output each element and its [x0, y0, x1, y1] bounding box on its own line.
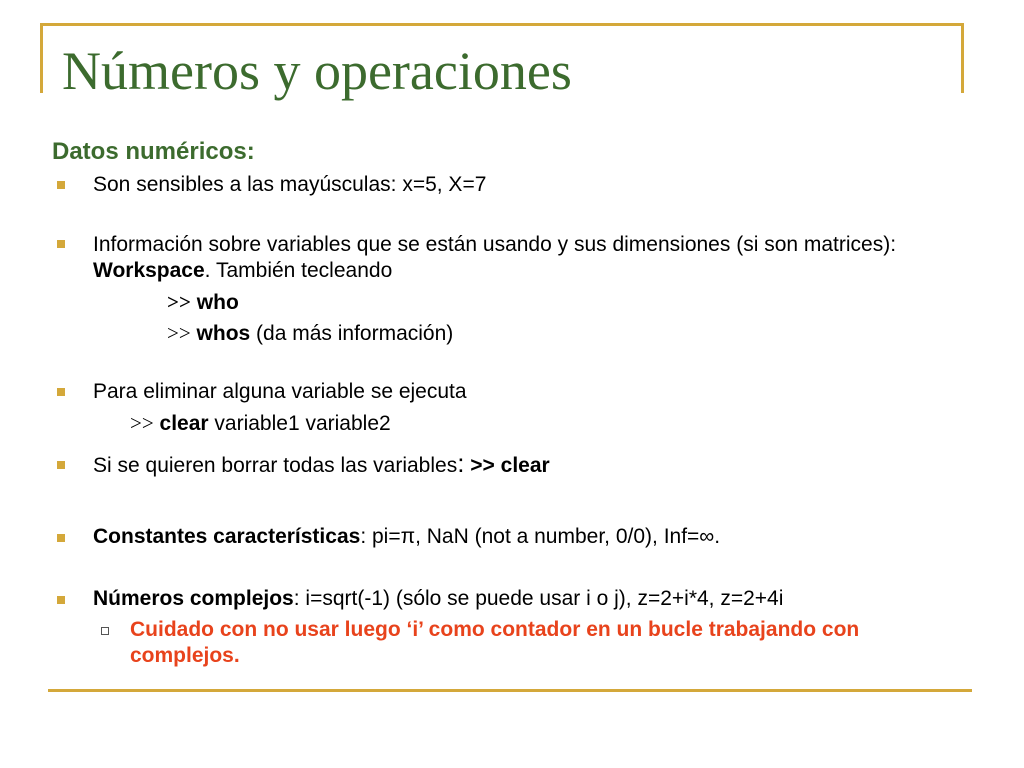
- section-heading: Datos numéricos:: [52, 138, 255, 165]
- clear-all-colon: :: [457, 448, 465, 478]
- clear-command: clear: [159, 412, 209, 435]
- bullet-icon: [57, 240, 65, 248]
- bullet-icon: [57, 596, 65, 604]
- who-command: who: [196, 291, 239, 314]
- list-item-case: Son sensibles a las mayúsculas: x=5, X=7: [93, 173, 487, 196]
- list-item-constants: [93, 524, 973, 550]
- complex-text: : i=sqrt(-1) (sólo se puede usar i o j), z=2+i*4, z=2+4i: [293, 587, 784, 610]
- prompt: >>: [167, 290, 191, 314]
- clear-args: variable1 variable2: [208, 412, 391, 435]
- complex-label: Números complejos: [93, 587, 294, 610]
- frame-right-line: [961, 23, 964, 93]
- constants-text: : pi=π, NaN (not a number, 0/0), Inf=∞.: [360, 525, 721, 548]
- list-item-clear-all: [93, 450, 973, 479]
- slide-title: Números y operaciones: [62, 41, 572, 101]
- warning-text: Cuidado con no usar luego ‘i’ como contador en un bucle trabajando con complejos.: [130, 618, 860, 667]
- prompt: >>: [130, 411, 154, 435]
- frame-left-line: [40, 23, 43, 93]
- code-whos: [167, 320, 453, 347]
- whos-note: (da más información): [250, 322, 454, 345]
- info-text: Información sobre variables que se están usando y sus dimensiones (si son matrices):: [93, 233, 897, 256]
- info-text-end: . También tecleando: [204, 259, 393, 282]
- prompt: >>: [167, 321, 191, 345]
- whos-command: whos: [196, 322, 251, 345]
- code-who: [167, 289, 239, 316]
- bullet-icon: [57, 388, 65, 396]
- list-item-complex: [93, 586, 973, 612]
- bullet-icon: [57, 534, 65, 542]
- list-item-info: [93, 232, 973, 284]
- frame-top-line: [40, 23, 964, 26]
- workspace-label: Workspace: [93, 259, 205, 282]
- bullet-icon: [57, 181, 65, 189]
- code-clear-vars: [130, 410, 391, 437]
- frame-bottom-line: [48, 689, 972, 692]
- clear-all-text: Si se quieren borrar todas las variables: [93, 454, 458, 477]
- constants-label: Constantes características: [93, 525, 361, 548]
- sub-bullet-icon: [101, 627, 109, 635]
- list-item-delete: Para eliminar alguna variable se ejecuta: [93, 380, 467, 403]
- bullet-icon: [57, 461, 65, 469]
- clear-all-command: >> clear: [470, 454, 550, 477]
